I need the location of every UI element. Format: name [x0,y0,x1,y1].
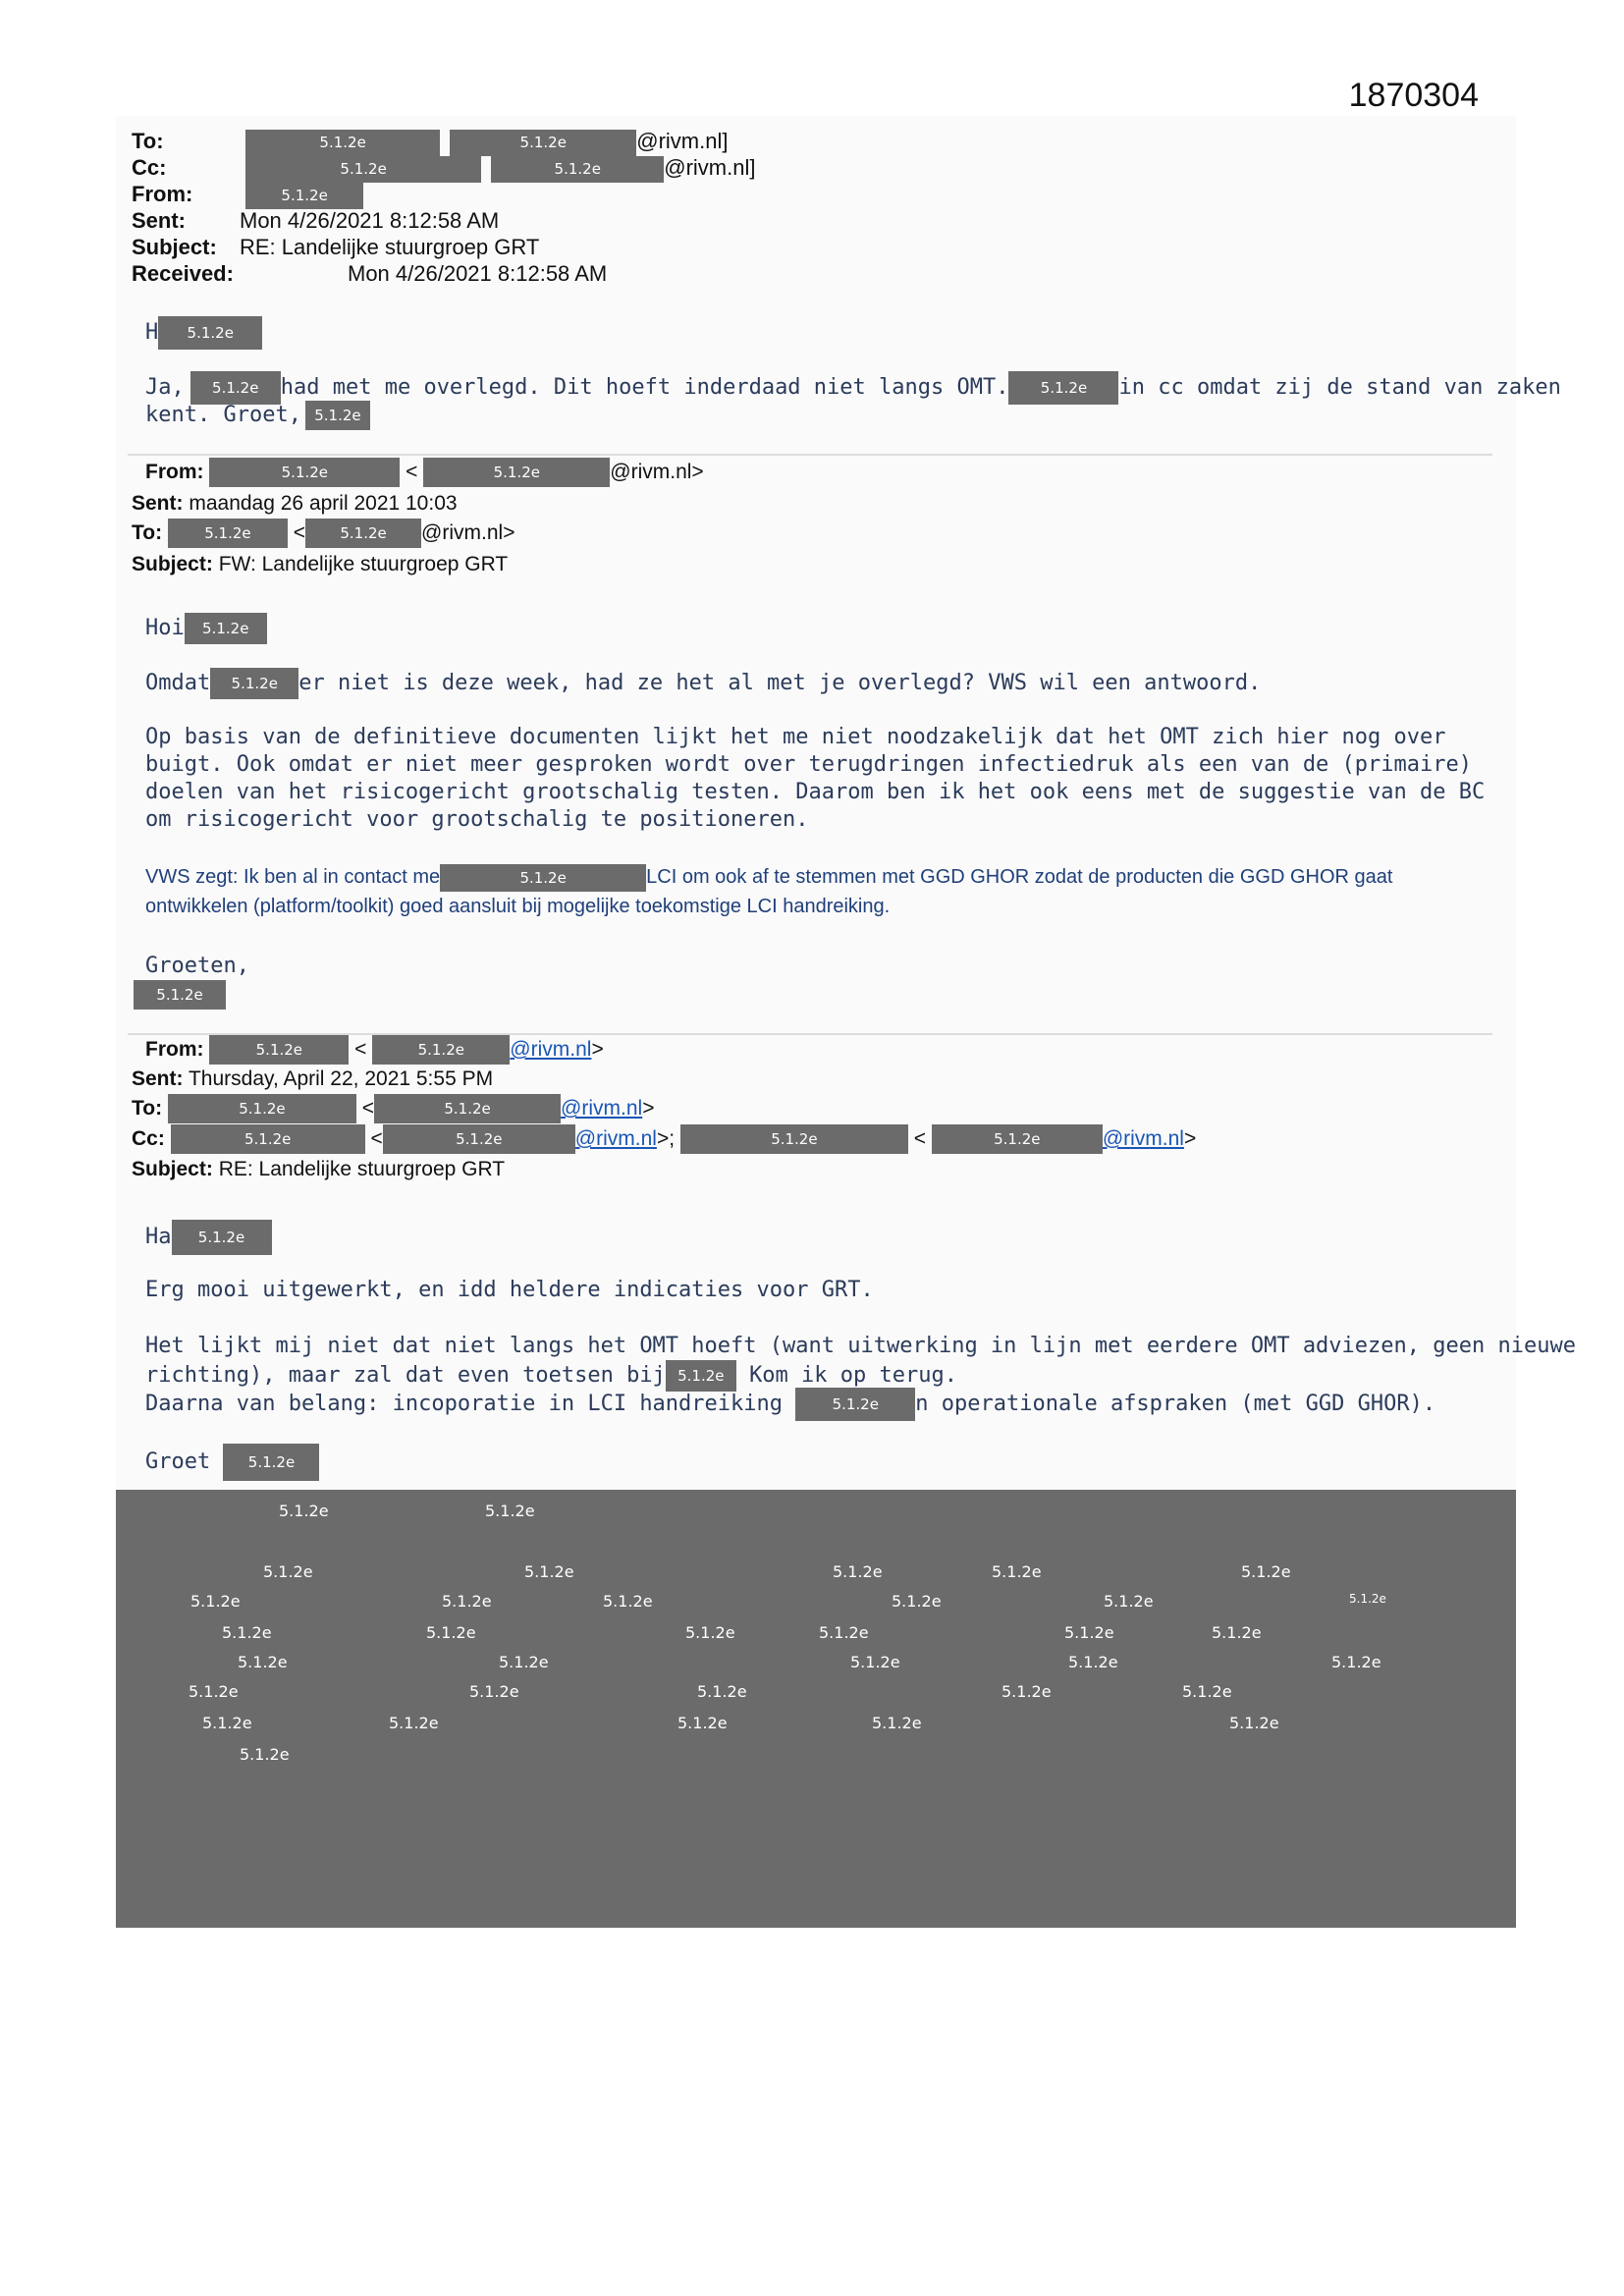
redaction-label: 5.1.2e [442,1592,492,1611]
redaction-label: 5.1.2e [240,1745,290,1764]
redaction-label: 5.1.2e [603,1592,653,1611]
redaction-label: 5.1.2e [222,1623,272,1642]
email3-greeting: Ha 5.1.2e [145,1220,272,1255]
email2-from-row: From: 5.1.2e < 5.1.2e @rivm.nl> [145,458,704,487]
redaction: 5.1.2e [245,130,440,156]
redaction-label: 5.1.2e [238,1653,288,1671]
email1-to-row: To: 5.1.2e 5.1.2e @rivm.nl] [132,128,728,156]
redaction: 5.1.2e [190,371,281,405]
redaction-label: 5.1.2e [850,1653,900,1671]
email3-subject-row: Subject: RE: Landelijke stuurgroep GRT [132,1158,506,1180]
redaction: 5.1.2e [158,316,262,350]
email1-subject-row: Subject: RE: Landelijke stuurgroep GRT [132,235,540,259]
redaction-label: 5.1.2e [190,1592,241,1611]
document-number: 1870304 [1348,77,1479,114]
redaction-label: 5.1.2e [469,1682,519,1701]
redaction-label: 5.1.2e [697,1682,747,1701]
email-link[interactable]: @rivm.nl [574,1127,657,1150]
email1-from-row: From: 5.1.2e [132,181,363,209]
email3-p1: Erg mooi uitgewerkt, en idd heldere indicaties voor GRT. [145,1278,874,1302]
email3-to-row: To: 5.1.2e < 5.1.2e @rivm.nl> [132,1094,654,1123]
redaction-label: 5.1.2e [819,1623,869,1642]
redaction: 5.1.2e [932,1124,1103,1154]
email3-p2b: richting), maar zal dat even toetsen bij 5.1.2e Kom ik op terug. [145,1360,957,1392]
email2-p1: Omdat 5.1.2e er niet is deze week, had ze het al met je overlegd? VWS wil een antwoord. [145,668,1261,699]
redaction-label: 5.1.2e [1331,1653,1381,1671]
email3-from-row: From: 5.1.2e < 5.1.2e @rivm.nl> [145,1035,604,1065]
redaction: 5.1.2e [374,1094,561,1123]
email3-p2a: Het lijkt mij niet dat niet langs het OMT hoeft (want uitwerking in lijn met eerdere OMT adviezen, geen nieuwe [145,1334,1576,1358]
redaction: 5.1.2e [423,458,610,487]
redaction: 5.1.2e [245,156,481,183]
redaction: 5.1.2e [171,1124,365,1154]
redaction-label: 5.1.2e [833,1562,883,1581]
redaction: 5.1.2e [1008,371,1118,405]
email1-line1: Ja, 5.1.2e had met me overlegd. Dit hoeft inderdaad niet langs OMT. 5.1.2e in cc omdat zij de stand van zaken [145,371,1561,405]
redaction: 5.1.2e [680,1124,908,1154]
redaction: 5.1.2e [209,1035,349,1065]
redaction: 5.1.2e [172,1220,272,1255]
redaction-label: 5.1.2e [1064,1623,1114,1642]
redaction-label: 5.1.2e [189,1682,239,1701]
redaction: 5.1.2e [305,401,370,430]
email1-sent-row: Sent: Mon 4/26/2021 8:12:58 AM [132,208,500,233]
email1-received-row: Received: Mon 4/26/2021 8:12:58 AM [132,261,608,286]
redaction: 5.1.2e [168,519,288,548]
redaction-label: 5.1.2e [1068,1653,1118,1671]
email-link[interactable]: @rivm.nl [561,1097,643,1120]
email3-closing: Groet 5.1.2e [145,1444,319,1481]
redaction-label: 5.1.2e [485,1502,535,1520]
redaction: 5.1.2e [168,1094,356,1123]
email2-greeting: Hoi 5.1.2e [145,613,267,644]
email2-signature [134,980,226,1010]
email1-line2: kent. Groet, 5.1.2e [145,401,370,430]
redaction: 5.1.2e [305,519,421,548]
redaction-label: 5.1.2e [524,1562,574,1581]
redaction-label: 5.1.2e [1001,1682,1052,1701]
redaction: 5.1.2e [185,613,267,644]
redaction-label: 5.1.2e [279,1502,329,1520]
redaction-label: 5.1.2e [1241,1562,1291,1581]
email3-p3: Daarna van belang: incoporatie in LCI handreiking 5.1.2e n operationale afspraken (met GGD GHOR). [145,1388,1435,1421]
email1-cc-row: Cc: 5.1.2e 5.1.2e @rivm.nl] [132,154,755,183]
redaction: 5.1.2e [450,130,636,156]
redaction: 5.1.2e [491,156,664,183]
redaction-label: 5.1.2e [499,1653,549,1671]
email2-p3: VWS zegt: Ik ben al in contact me 5.1.2e LCI om ook af te stemmen met GGD GHOR zodat de producten die GGD GHOR gaat ontwikkelen (platform/toolkit) goed aansluit bij mogelijke toekomstige LCI handreiking. [145,862,1500,921]
redaction-label: 5.1.2e [1349,1592,1386,1606]
redaction-label: 5.1.2e [1212,1623,1262,1642]
redaction: 5.1.2e [210,668,298,699]
email3-cc-row: Cc: 5.1.2e < 5.1.2e @rivm.nl>; 5.1.2e < 5.1.2e @rivm.nl> [132,1124,1196,1154]
separator [128,454,1492,456]
redaction-label: 5.1.2e [992,1562,1042,1581]
redaction-label: 5.1.2e [1182,1682,1232,1701]
email-link[interactable]: @rivm.nl [1102,1127,1184,1150]
redaction-label: 5.1.2e [872,1714,922,1732]
redaction-label: 5.1.2e [202,1714,252,1732]
redaction-label: 5.1.2e [426,1623,476,1642]
redaction-label: 5.1.2e [263,1562,313,1581]
redaction: 5.1.2e [223,1444,319,1481]
email2-to-row: To: 5.1.2e < 5.1.2e @rivm.nl> [132,519,514,548]
email3-sent-row: Sent: Thursday, April 22, 2021 5:55 PM [132,1067,494,1090]
redaction: 5.1.2e [383,1124,575,1154]
redacted-block [116,1490,1516,1928]
redaction-label: 5.1.2e [685,1623,735,1642]
email2-closing: Groeten, [145,954,249,978]
redaction-label: 5.1.2e [892,1592,942,1611]
email-link[interactable]: @rivm.nl [510,1038,592,1061]
redaction: 5.1.2e [795,1388,915,1421]
redaction: 5.1.2e [372,1035,510,1065]
redaction-label: 5.1.2e [1229,1714,1279,1732]
email1-greeting: H 5.1.2e [145,316,262,350]
email2-subject-row: Subject: FW: Landelijke stuurgroep GRT [132,553,509,575]
redaction: 5.1.2e [209,458,400,487]
redaction: 5.1.2e [440,864,646,892]
redaction: 5.1.2e [245,183,363,209]
redaction-label: 5.1.2e [389,1714,439,1732]
redaction: 5.1.2e [134,980,226,1010]
redaction-label: 5.1.2e [677,1714,728,1732]
redaction-label: 5.1.2e [1104,1592,1154,1611]
redaction: 5.1.2e [666,1360,736,1392]
email2-sent-row: Sent: maandag 26 april 2021 10:03 [132,492,458,515]
email2-p2: Op basis van de definitieve documenten lijkt het me niet noodzakelijk dat het OMT zich hier nog over buigt. Ook omdat er niet meer gesproken wordt over terugdringen infectiedruk als een van de (primaire) doelen van het risicogericht grootschalig testen. Daarom ben ik het ook eens met de suggestie van de BC om risicogericht voor grootschalig te positioneren. [145,725,1486,832]
